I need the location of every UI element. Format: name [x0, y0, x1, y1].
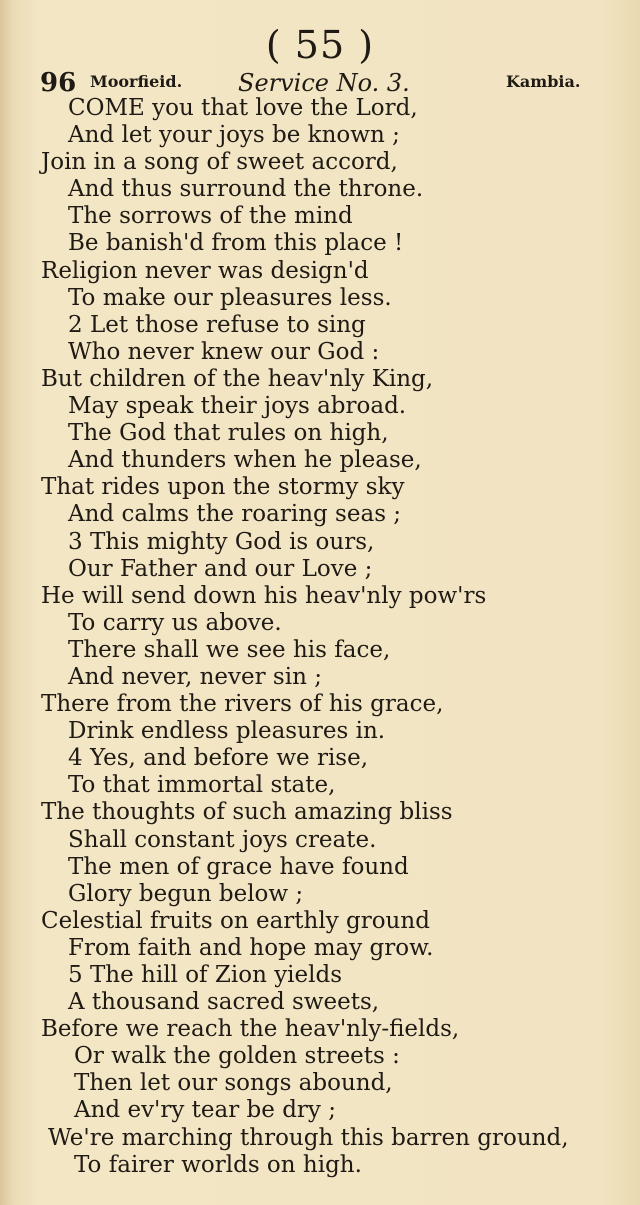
tune-name-right: Kambia. — [506, 72, 581, 91]
hymn-line: The thoughts of such amazing bliss — [41, 799, 453, 826]
hymn-line: There shall we see his face, — [68, 636, 391, 663]
hymn-line: And ev'ry tear be dry ; — [74, 1097, 336, 1124]
hymn-line: The sorrows of the mind — [68, 203, 353, 230]
hymn-line: And thunders when he please, — [68, 447, 422, 474]
hymn-line: To carry us above. — [68, 609, 282, 636]
hymn-line: He will send down his heav'nly pow'rs — [41, 582, 487, 609]
service-title: Service No. 3. — [238, 69, 410, 97]
hymn-line: A thousand sacred sweets, — [68, 989, 380, 1016]
hymn-line: There from the rivers of his grace, — [41, 691, 444, 718]
hymn-line: And let your joys be known ; — [68, 122, 400, 149]
hymn-line: Religion never was design'd — [41, 257, 369, 284]
hymn-line: Join in a song of sweet accord, — [41, 149, 398, 176]
hymn-line: We're marching through this barren ground, — [48, 1124, 569, 1151]
hymn-line: The God that rules on high, — [68, 420, 389, 447]
hymn-line: Drink endless pleasures in. — [68, 718, 386, 745]
hymn-line: 4 Yes, and before we rise, — [68, 745, 369, 772]
hymn-line: 3 This mighty God is ours, — [68, 528, 375, 555]
hymn-line: Glory begun below ; — [68, 880, 304, 907]
hymn-line: Our Father and our Love ; — [68, 555, 373, 582]
hymn-line: Celestial fruits on earthly ground — [41, 907, 430, 934]
hymn-line: Who never knew our God : — [68, 338, 380, 365]
hymn-line: May speak their joys abroad. — [68, 393, 407, 420]
hymn-line: 2 Let those refuse to sing — [68, 311, 366, 338]
hymn-line: And thus surround the throne. — [68, 176, 424, 203]
hymn-line: To that immortal state, — [68, 772, 336, 799]
hymn-line: Before we reach the heav'nly-fields, — [41, 1016, 460, 1043]
hymn-line: But children of the heav'nly King, — [41, 365, 434, 392]
tune-name-left: Moorfieid. — [90, 72, 183, 91]
hymn-line: And calms the roaring seas ; — [68, 501, 402, 528]
hymn-number: 96 — [40, 68, 77, 98]
hymn-line: COME you that love the Lord, — [68, 95, 418, 121]
hymn-line: Be banish'd from this place ! — [68, 230, 404, 257]
hymn-line: 5 The hill of Zion yields — [68, 962, 343, 988]
hymn-line: And never, never sin ; — [68, 663, 322, 690]
hymn-line: That rides upon the stormy sky — [41, 474, 405, 501]
hymn-line: To fairer worlds on high. — [74, 1151, 362, 1178]
hymn-line: Shall constant joys create. — [68, 826, 377, 853]
hymn-header — [0, 66, 640, 98]
page-number: ( 55 ) — [265, 23, 375, 67]
hymn-line: The men of grace have found — [68, 853, 409, 880]
hymn-line: From faith and hope may grow. — [68, 934, 434, 961]
hymn-line: To make our pleasures less. — [68, 284, 392, 311]
hymn-line: Or walk the golden streets : — [74, 1043, 400, 1070]
hymn-line: Then let our songs abound, — [74, 1070, 393, 1097]
hymn-text — [0, 95, 640, 1179]
